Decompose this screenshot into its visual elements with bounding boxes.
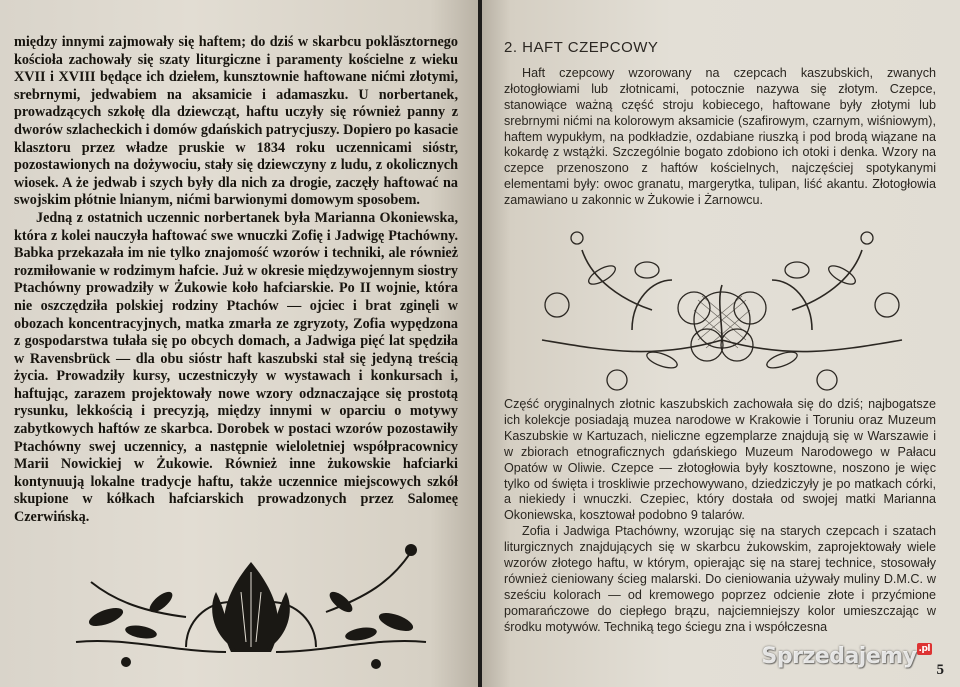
right-text-column-top [504,40,936,209]
right-paragraph-1: Haft czepcowy wzorowany na czepcach kaszubskich, zwanych złotogłowiami lub złotnicami, potocznie nazywa się złotym. Czepce, stanowiące ważną część stroju kobiecego, haftowane były złotymi lub srebrnymi nićmi na kolorowym aksamicie (szafirowym, czarnym, wiśniowym), haftem wypukłym, na podkładzie, ozdabiane riuszką i pod brodą wiązane na kokardę z wstążki. Szczególnie bogato zdobiono ich otoki i denka. Wzory na czepce przenoszono z haftów kościelnych, najczęściej spotykanymi elementami były: owoc granatu, margerytka, tulipan, liść akantu. Złotogłowia zamawiano u zakonnic w Żukowie i Żarnowcu. [504,65,936,208]
left-paragraph-1: między innymi zajmowały się haftem; do dziś w skarbcu poklăsztornego kościoła zachowały się szaty liturgiczne i paramenty kościelne z wieku XVII i XVIII będące ich dziełem, kunsztownie haftowane nićmi złotymi, srebrnymi, jedwabiem na aksamicie i adamaszku. U norbertanek, prowadzących szkołę dla dziewcząt, haftu uczyły się również panny z dworów szlacheckich i domów gdańskich patrycjuszy. Dopiero po kasacie klasztoru przez władze pruskie w 1834 roku uczennicami sióstr, pozostawionych na dożywociu, stały się dziewczyny z ludu, z okolicznych wiosek. A że jedwab i szych były dla nich za drogie, zaczęły haftować na swojskim płótnie lnianym, nićmi barwionymi domowym sposobem. [14,34,458,209]
watermark-suffix: .pl [918,644,930,654]
right-paragraph-3: Zofia i Jadwiga Ptachówny, wzorując się na starych czepcach i szatach liturgicznych znajdujących się w skarbcu żukowskim, zaprojektowały wiele wzorów złotego haftu, w którym, opierając się na starej technice, stosowały również cieniowany ścieg malarski. Do cieniowania używały muliny D.M.C. w sześciu kolorach — od kremowego poprzez odcienie złote i przyćmione pomarańczowe do ciepłego brązu, najciemniejszy kolor umieszczając w środku motywów. Techniką tego ściegu zna i współczesna [504,524,936,634]
right-page [482,0,960,687]
section-title: 2. HAFT CZEPCOWY [504,39,659,56]
page-number: 5 [936,662,944,678]
left-paragraph-2: Jedną z ostatnich uczennic norbertanek była Marianna Okoniewska, która z kolei nauczyła haftować swe wnuczki Zofię i Jadwigę Ptachówny. Babka przekazała im nie tylko znajomość wzorów i techniki, ale również rozmiłowanie w rodzimym hafcie. Już w okresie międzywojennym siostry Ptachówny prowadziły w Żukowie koło hafciarskie. Po II wojnie, która nie oszczędziła polskiej rodziny Ptachów — ojciec i brat zginęli w obozach koncentracyjnych, matka zmarła ze zgryzoty, Zofia wypędzona z gospodarstwa tułała się po obcych domach, a Jadwiga pięć lat spędziła w Ravensbrück — dla obu sióstr haft kaszubski stał się jedyną treścią życia. Prowadziły kursy, uczestniczyły w wystawach i konkursach i, haftując, zarazem projektowały nowe wzory odznaczające się prostotą rysunku, lekkością i precyzją, między innymi w oparciu o motywy zabytkowych haftów ze skarbca. Dorobek w postaci wzorów pozostawiły Ptachówny swej uczennicy, a następnie wieloletniej współpracownicy Marii Nowickiej w Żukowie. Również inne żukowskie hafciarki kontynuują lokalne tradycje haftu, także uczennice miejscowych szkół skupione w kółkach hafciarskich prowadzonych przez Salomeę Czerwińską. [14,209,458,526]
left-page [0,0,478,687]
right-paragraph-2: Część oryginalnych złotnic kaszubskich zachowała się do dziś; najbogatsze ich kolekcje posiadają muzea narodowe w Krakowie i Toruniu oraz Muzeum Kaszubskie w Kartuzach, nieliczne egzemplarze znajdują się w Warszawie i w zbiorach etnograficznych gdańskiego Muzeum Narodowego w Pałacu Opatów w Oliwie. Czepce — złotogłowia były kosztowne, noszono je więc tylko od święta i troskliwie przechowywano, dziedziczyły je po matkach córki, a niekiedy i wnuczki. Czepiec, który dostała od swojej matki Marianna Okoniewska, kosztował podobno 9 talarów. [504,397,936,523]
right-text-column-bottom [504,397,936,636]
tulip-embroidery-ornament [66,542,436,682]
floral-embroidery-ornament [522,230,922,395]
watermark-logo [762,644,932,669]
watermark-text: Sprzedajemy [761,644,917,669]
left-text-column [14,34,458,527]
